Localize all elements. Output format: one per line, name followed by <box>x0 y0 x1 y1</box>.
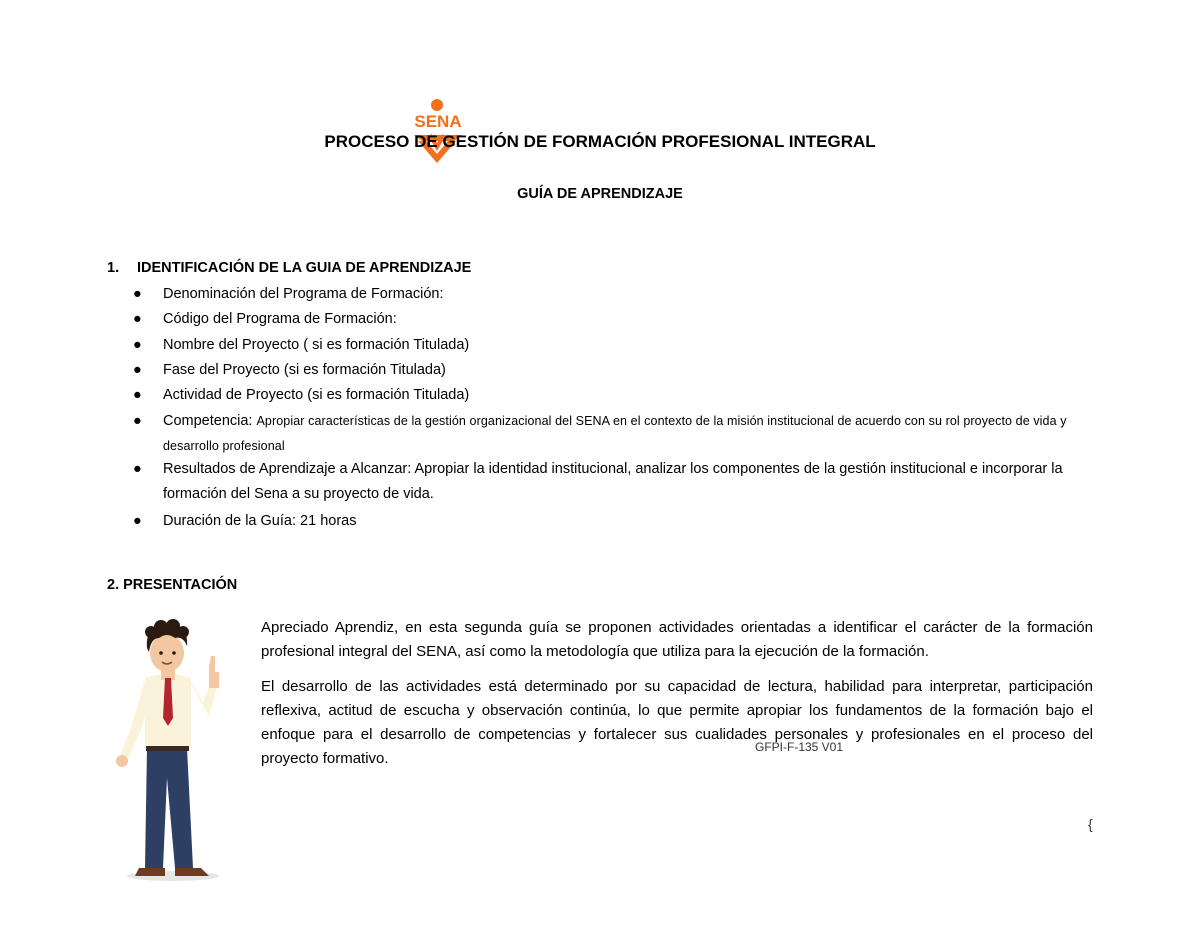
bullet-icon: ● <box>133 461 142 477</box>
section-2-heading: 2. PRESENTACIÓN <box>107 577 238 593</box>
list-item <box>133 358 1093 383</box>
list-item <box>133 383 1093 408</box>
bullet-icon: ● <box>133 286 142 302</box>
duracion-value: 21 horas <box>300 513 357 529</box>
list-item-label: Actividad de Proyecto (si es formación Titulada) <box>163 387 470 403</box>
presentation-paragraph: El desarrollo de las actividades está determinado por su capacidad de lectura, habilidad para interpretar, participación reflexiva, actitud de escucha y observación continúa, lo que permite apropiar los fundamentos de la formación bajo el enfoque para el desarrollo de competencias y fortalecer sus cualidades personales y profesionales en el proceso del proyecto formativo. <box>261 678 1093 767</box>
presentation-text <box>261 616 1093 782</box>
list-item <box>133 457 1093 507</box>
presentation-paragraph: Apreciado Aprendiz, en esta segunda guía se proponen actividades orientadas a identificar el carácter de la formación profesional integral del SENA, así como la metodología que utiliza para la ejecución de la formación. <box>261 619 1093 660</box>
brace-mark: { <box>1088 816 1093 832</box>
bullet-icon: ● <box>133 337 142 353</box>
list-item-label: Fase del Proyecto (si es formación Titulada) <box>163 362 446 378</box>
bullet-icon: ● <box>133 387 142 403</box>
section-1-number: 1. <box>107 260 120 276</box>
resultados-label: Resultados de Aprendizaje a Alcanzar: <box>163 461 412 477</box>
bullet-icon: ● <box>133 513 142 529</box>
bullet-icon: ● <box>133 311 142 327</box>
list-item <box>133 409 1093 459</box>
list-item <box>133 282 1093 307</box>
resultados-value: Apropiar la identidad institucional, analizar los componentes de la gestión institucional e incorporar la formación del Sena a su proyecto de vida. <box>163 461 1063 502</box>
competencia-label: Competencia: <box>163 413 253 429</box>
list-item <box>133 307 1093 332</box>
bullet-icon: ● <box>133 413 142 429</box>
page-title: PROCESO DE GESTIÓN DE FORMACIÓN PROFESIONAL INTEGRAL <box>324 132 876 151</box>
section-1-title: IDENTIFICACIÓN DE LA GUIA DE APRENDIZAJE <box>137 260 472 276</box>
competencia-value: Apropiar características de la gestión organizacional del SENA en el contexto de la misión institucional de acuerdo con su rol proyecto de vida y desarrollo profesional <box>163 414 1067 453</box>
student-illustration <box>105 618 230 888</box>
list-item-label: Denominación del Programa de Formación: <box>163 286 444 302</box>
list-item-label: Nombre del Proyecto ( si es formación Titulada) <box>163 337 470 353</box>
logo-text: SENA <box>414 112 462 131</box>
section-1-heading <box>107 260 471 276</box>
list-item-label: Código del Programa de Formación: <box>163 311 397 327</box>
guide-title: GUÍA DE APRENDIZAJE <box>517 186 683 202</box>
duracion-label: Duración de la Guía: <box>163 513 296 529</box>
list-item <box>133 509 1093 534</box>
document-code: GFPI-F-135 V01 <box>755 740 844 754</box>
list-item <box>133 333 1093 358</box>
bullet-icon: ● <box>133 362 142 378</box>
